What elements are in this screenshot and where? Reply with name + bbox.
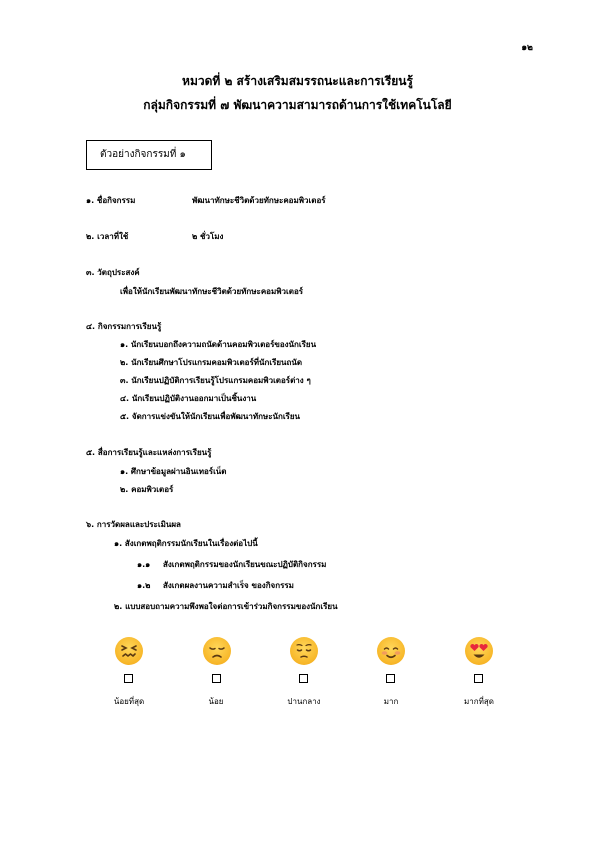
disappointed-face-icon <box>203 637 231 665</box>
evaluation-item-2: ๒. แบบสอบถามความพึงพอใจต่อการเข้าร่วมกิจกรรมของนักเรียน <box>114 602 338 611</box>
activity-name: พัฒนาทักษะชีวิตด้วยทักษะคอมพิวเตอร์ <box>192 196 326 205</box>
section-4-label: ๔. กิจกรรมการเรียนรู้ <box>86 322 162 331</box>
learning-activity-item: ๑. นักเรียนบอกถึงความถนัดด้านคอมพิวเตอร์ของนักเรียน <box>120 340 317 349</box>
learning-resource-item: ๑. ศึกษาข้อมูลผ่านอินเทอร์เน็ต <box>120 467 227 476</box>
evaluation-subitem-text: สังเกตผลงานความสำเร็จ ของกิจกรรม <box>163 581 294 590</box>
evaluation-subitem-number: ๑.๑ <box>137 560 151 569</box>
rating-checkbox-low[interactable] <box>212 674 221 683</box>
rating-checkbox-high[interactable] <box>386 674 395 683</box>
learning-resource-item: ๒. คอมพิวเตอร์ <box>120 485 174 494</box>
learning-activity-item: ๒. นักเรียนศึกษาโปรแกรมคอมพิวเตอร์ที่นักเรียนถนัด <box>120 358 303 367</box>
smiling-face-icon <box>377 637 405 665</box>
rating-label: น้อย <box>208 697 224 706</box>
heart-eyes-face-icon <box>465 637 493 665</box>
learning-activity-item: ๓. นักเรียนปฏิบัติการเรียนรู้โปรแกรมคอมพิวเตอร์ต่าง ๆ <box>120 376 311 385</box>
section-2-label: ๒. เวลาที่ใช้ <box>86 232 129 241</box>
pensive-face-icon <box>290 637 318 665</box>
page-number: ๑๒ <box>521 43 533 53</box>
section-6-label: ๖. การวัดผลและประเมินผล <box>86 520 181 529</box>
evaluation-subitem-text: สังเกตพฤติกรรมของนักเรียนขณะปฏิบัติกิจกรรม <box>163 560 327 569</box>
evaluation-subitem-number: ๑.๒ <box>137 581 151 590</box>
evaluation-item-1: ๑. สังเกตพฤติกรรมนักเรียนในเรื่องต่อไปนี้ <box>114 539 258 548</box>
rating-checkbox-least[interactable] <box>124 674 133 683</box>
learning-activity-item: ๕. จัดการแข่งขันให้นักเรียนเพื่อพัฒนาทักษะนักเรียน <box>120 412 301 421</box>
chapter-title: หมวดที่ ๒ สร้างเสริมสมรรถนะและการเรียนรู้ <box>182 74 413 88</box>
rating-label: ปานกลาง <box>287 697 321 706</box>
rating-checkbox-medium[interactable] <box>299 674 308 683</box>
section-5-label: ๕. สื่อการเรียนรู้และแหล่งการเรียนรู้ <box>86 448 212 457</box>
duration-value: ๒ ชั่วโมง <box>192 232 224 241</box>
rating-checkbox-highest[interactable] <box>474 674 483 683</box>
section-3-label: ๓. วัตถุประสงค์ <box>86 268 140 277</box>
learning-activity-item: ๔. นักเรียนปฏิบัติงานออกมาเป็นชิ้นงาน <box>120 394 257 403</box>
rating-label: น้อยที่สุด <box>113 697 145 706</box>
activity-group-title: กลุ่มกิจกรรมที่ ๗ พัฒนาความสามารถด้านการใช้เทคโนโลยี <box>143 98 452 112</box>
example-activity-box: ตัวอย่างกิจกรรมที่ ๑ <box>86 140 212 170</box>
section-1-label: ๑. ชื่อกิจกรรม <box>86 196 136 205</box>
rating-label: มาก <box>383 697 399 706</box>
rating-label: มากที่สุด <box>464 697 494 706</box>
confounded-face-icon <box>115 637 143 665</box>
objective-text: เพื่อให้นักเรียนพัฒนาทักษะชีวิตด้วยทักษะคอมพิวเตอร์ <box>120 287 304 296</box>
